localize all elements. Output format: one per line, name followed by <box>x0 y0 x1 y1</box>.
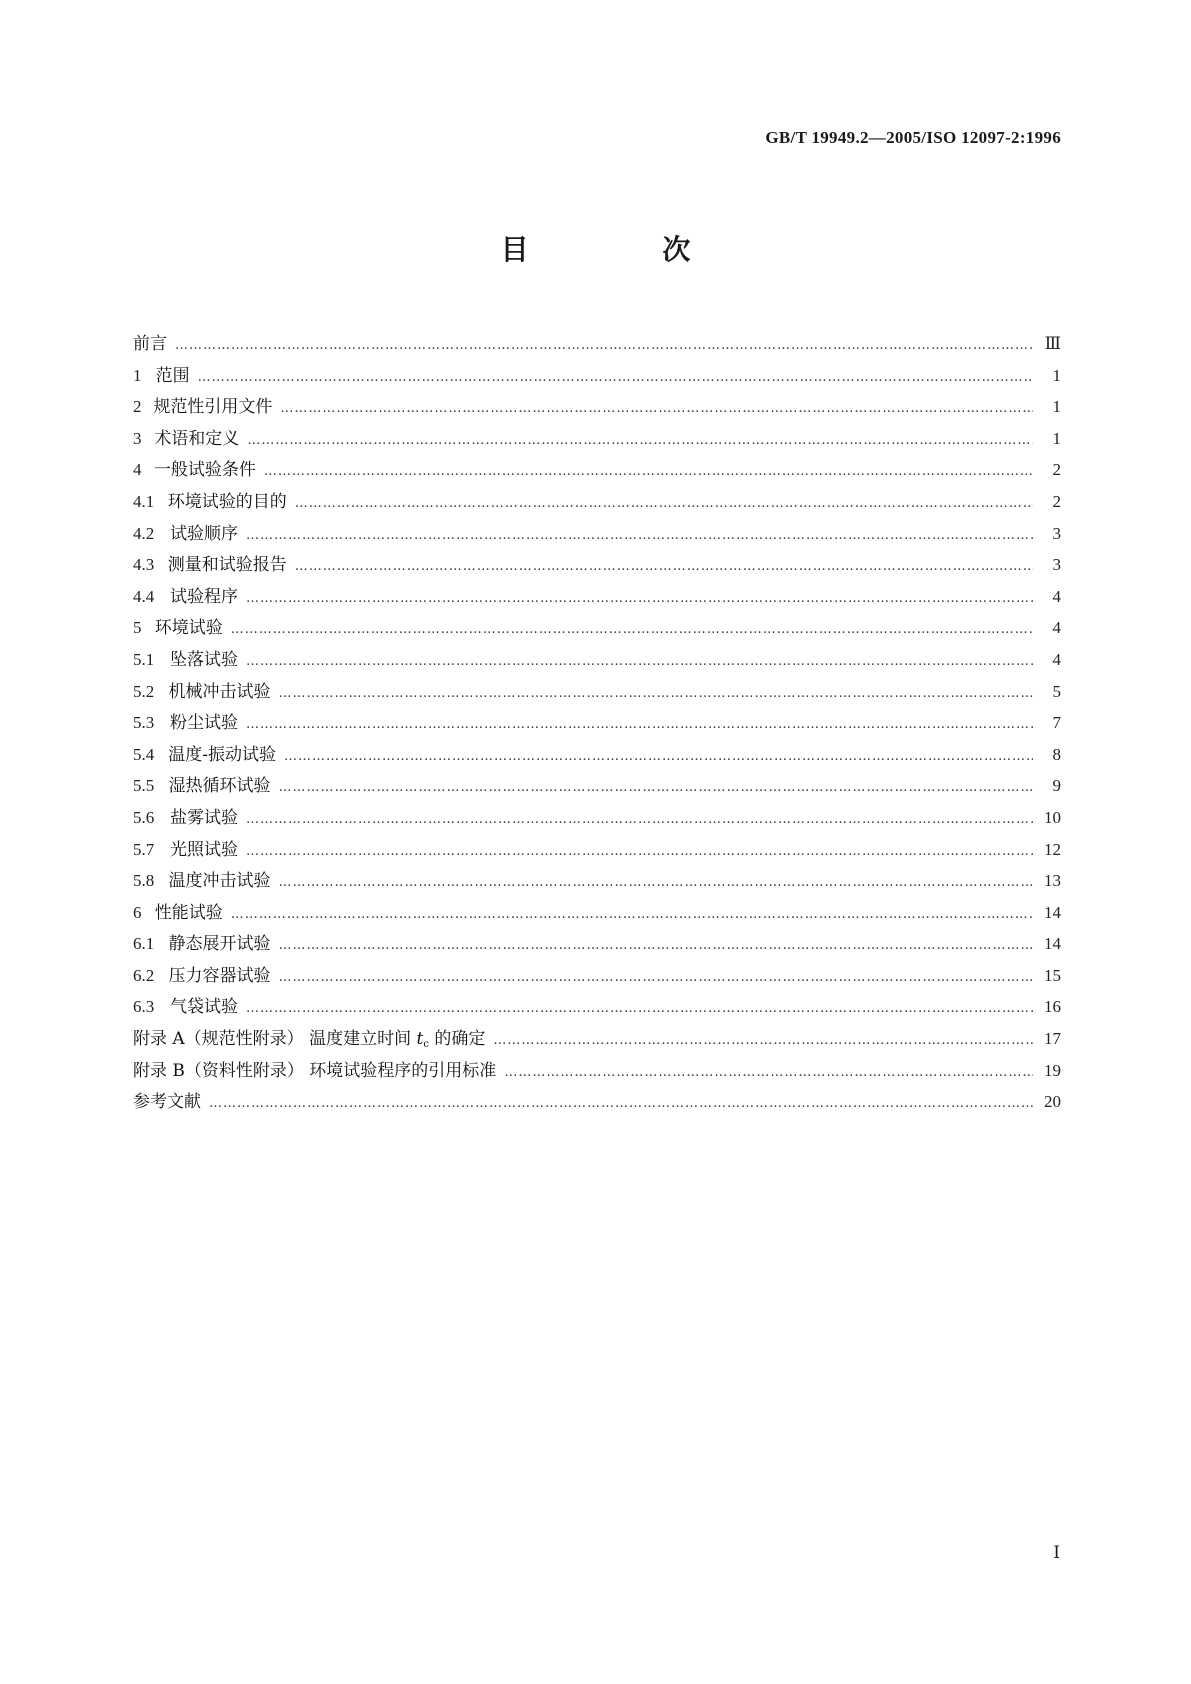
toc-entry-4[interactable] <box>133 454 1061 486</box>
toc-entry-annex-a[interactable] <box>133 1023 1061 1055</box>
toc-entry-page: 12 <box>1044 839 1061 859</box>
toc-entry-label: 环境试验的目的 <box>167 491 287 512</box>
toc-leader-dots <box>246 804 1033 836</box>
toc-entry-page: 9 <box>1052 776 1061 796</box>
toc-entry-label: 温度冲击试验 <box>168 871 271 892</box>
temperature-variable-subscript: c <box>423 1039 429 1051</box>
toc-entry-page: 5 <box>1052 681 1061 701</box>
toc-entry-page: 10 <box>1044 807 1061 827</box>
toc-entry-number: 4.4 <box>133 586 155 606</box>
toc-entry-1[interactable] <box>133 360 1061 392</box>
toc-entry-page: 8 <box>1052 744 1061 764</box>
toc-entry-number: 6.1 <box>133 934 155 954</box>
toc-entry-5-2[interactable] <box>133 676 1061 708</box>
toc-entry-label: 范围 <box>155 365 190 386</box>
toc-leader-dots <box>231 614 1033 646</box>
toc-leader-dots <box>295 488 1033 520</box>
toc-entry-number: 5.3 <box>133 713 155 733</box>
annex-a-label-text: 附录 A（规范性附录） 温度建立时间 <box>133 1029 417 1050</box>
toc-entry-label: 试验程序 <box>170 586 238 607</box>
toc-entry-6-3[interactable] <box>133 991 1061 1023</box>
toc-leader-dots <box>209 1088 1033 1120</box>
toc-entry-page: 7 <box>1052 713 1061 733</box>
toc-entry-5-3[interactable] <box>133 707 1061 739</box>
toc-entry-page: 1 <box>1052 428 1061 448</box>
temperature-variable: t <box>416 1029 424 1050</box>
toc-entry-page: 4 <box>1052 649 1061 669</box>
toc-entry-label: 试验顺序 <box>170 523 238 544</box>
toc-leader-dots <box>247 425 1033 457</box>
toc-entry-label: 光照试验 <box>170 839 238 860</box>
toc-entry-page: 4 <box>1052 586 1061 606</box>
toc-entry-2[interactable] <box>133 391 1061 423</box>
toc-leader-dots <box>278 772 1033 804</box>
toc-entry-label: 压力容器试验 <box>168 965 271 986</box>
toc-entry-5-1[interactable] <box>133 644 1061 676</box>
toc-entry-label: 术语和定义 <box>154 428 240 449</box>
toc-entry-number: 6 <box>133 902 142 922</box>
toc-leader-dots <box>246 646 1033 678</box>
toc-leader-dots <box>280 393 1033 425</box>
toc-entry-page: 19 <box>1044 1060 1061 1080</box>
toc-entry-number: 5.2 <box>133 681 155 701</box>
toc-entry-number: 5 <box>133 618 142 638</box>
toc-entry-label: 一般试验条件 <box>153 460 256 481</box>
toc-entry-page: 3 <box>1052 555 1061 575</box>
toc-entry-3[interactable] <box>133 423 1061 455</box>
toc-entry-6[interactable] <box>133 897 1061 929</box>
toc-entry-page: 1 <box>1052 365 1061 385</box>
table-of-contents <box>133 328 1061 1118</box>
toc-entry-number: 5.8 <box>133 871 155 891</box>
toc-entry-number: 5.4 <box>133 744 155 764</box>
toc-entry-label: 参考文献 <box>133 1092 201 1113</box>
toc-leader-dots <box>493 1025 1033 1057</box>
toc-entry-foreword[interactable] <box>133 328 1061 360</box>
toc-entry-label: 机械冲击试验 <box>168 681 271 702</box>
toc-leader-dots <box>198 362 1033 394</box>
toc-entry-number: 3 <box>133 428 142 448</box>
standard-number: GB/T 19949.2—2005/ISO 12097-2:1996 <box>765 128 1061 147</box>
toc-entry-label: 附录 B（资料性附录） 环境试验程序的引用标准 <box>133 1060 497 1081</box>
toc-entry-label: 盐雾试验 <box>170 807 238 828</box>
toc-leader-dots <box>246 709 1033 741</box>
toc-entry-page: 15 <box>1044 965 1061 985</box>
toc-entry-label: 测量和试验报告 <box>167 555 287 576</box>
toc-entry-5-7[interactable] <box>133 834 1061 866</box>
toc-entry-number: 4.2 <box>133 523 155 543</box>
toc-entry-number: 4.1 <box>133 491 155 511</box>
toc-entry-page: Ⅲ <box>1044 334 1061 353</box>
toc-entry-label: 气袋试验 <box>170 997 238 1018</box>
toc-entry-page: 20 <box>1044 1092 1061 1112</box>
toc-leader-dots <box>175 330 1033 362</box>
toc-entry-5[interactable] <box>133 612 1061 644</box>
toc-entry-number: 5.1 <box>133 649 155 669</box>
toc-leader-dots <box>246 993 1033 1025</box>
toc-leader-dots <box>264 456 1033 488</box>
toc-entry-page: 2 <box>1052 460 1061 480</box>
toc-entry-label: 性能试验 <box>154 902 223 923</box>
toc-entry-4-2[interactable] <box>133 518 1061 550</box>
toc-entry-page: 4 <box>1052 618 1061 638</box>
toc-entry-5-4[interactable] <box>133 739 1061 771</box>
toc-entry-page: 14 <box>1044 934 1061 954</box>
toc-entry-number: 6.2 <box>133 965 155 985</box>
toc-entry-label: 湿热循环试验 <box>168 776 271 797</box>
toc-entry-label: 前言 <box>133 334 167 354</box>
toc-leader-dots <box>231 899 1033 931</box>
toc-entry-4-1[interactable] <box>133 486 1061 518</box>
annex-a-label-tail: 的确定 <box>428 1029 486 1050</box>
toc-entry-number: 2 <box>133 397 142 417</box>
toc-entry-page: 17 <box>1044 1029 1061 1049</box>
toc-entry-5-8[interactable] <box>133 865 1061 897</box>
toc-entry-number: 5.7 <box>133 839 155 859</box>
toc-leader-dots <box>284 741 1033 773</box>
toc-leader-dots <box>278 930 1033 962</box>
toc-entry-4-3[interactable] <box>133 549 1061 581</box>
toc-entry-number: 4 <box>133 460 142 480</box>
toc-entry-page: 13 <box>1044 871 1061 891</box>
toc-leader-dots <box>246 836 1033 868</box>
toc-leader-dots <box>278 867 1033 899</box>
toc-entry-bibliography[interactable] <box>133 1086 1061 1118</box>
toc-entry-5-6[interactable] <box>133 802 1061 834</box>
toc-leader-dots <box>278 962 1033 994</box>
toc-entry-page: 16 <box>1044 997 1061 1017</box>
toc-entry-number: 5.5 <box>133 776 155 796</box>
toc-entry-page: 14 <box>1044 902 1061 922</box>
toc-entry-number: 1 <box>133 365 142 385</box>
toc-leader-dots <box>295 551 1033 583</box>
toc-entry-number: 5.6 <box>133 807 155 827</box>
toc-entry-page: 3 <box>1052 523 1061 543</box>
toc-entry-annex-b[interactable] <box>133 1055 1061 1087</box>
page-title: 目 次 <box>500 233 753 266</box>
toc-entry-label: 粉尘试验 <box>170 713 238 734</box>
toc-entry-6-1[interactable] <box>133 928 1061 960</box>
toc-entry-4-4[interactable] <box>133 581 1061 613</box>
toc-leader-dots <box>278 678 1033 710</box>
toc-entry-label: 规范性引用文件 <box>153 397 273 418</box>
toc-leader-dots <box>246 583 1033 615</box>
toc-entry-page: 2 <box>1052 491 1061 511</box>
toc-entry-label: 温度-振动试验 <box>168 744 276 765</box>
toc-entry-5-5[interactable] <box>133 770 1061 802</box>
toc-entry-label: 坠落试验 <box>170 649 238 670</box>
toc-entry-label: 静态展开试验 <box>168 934 271 955</box>
page-number: Ⅰ <box>1053 1543 1060 1562</box>
toc-entry-number: 4.3 <box>133 555 155 575</box>
toc-entry-label: 环境试验 <box>154 618 223 639</box>
toc-leader-dots <box>504 1057 1033 1089</box>
toc-entry-number: 6.3 <box>133 997 155 1017</box>
toc-entry-6-2[interactable] <box>133 960 1061 992</box>
toc-entry-page: 1 <box>1052 397 1061 417</box>
toc-leader-dots <box>246 520 1033 552</box>
